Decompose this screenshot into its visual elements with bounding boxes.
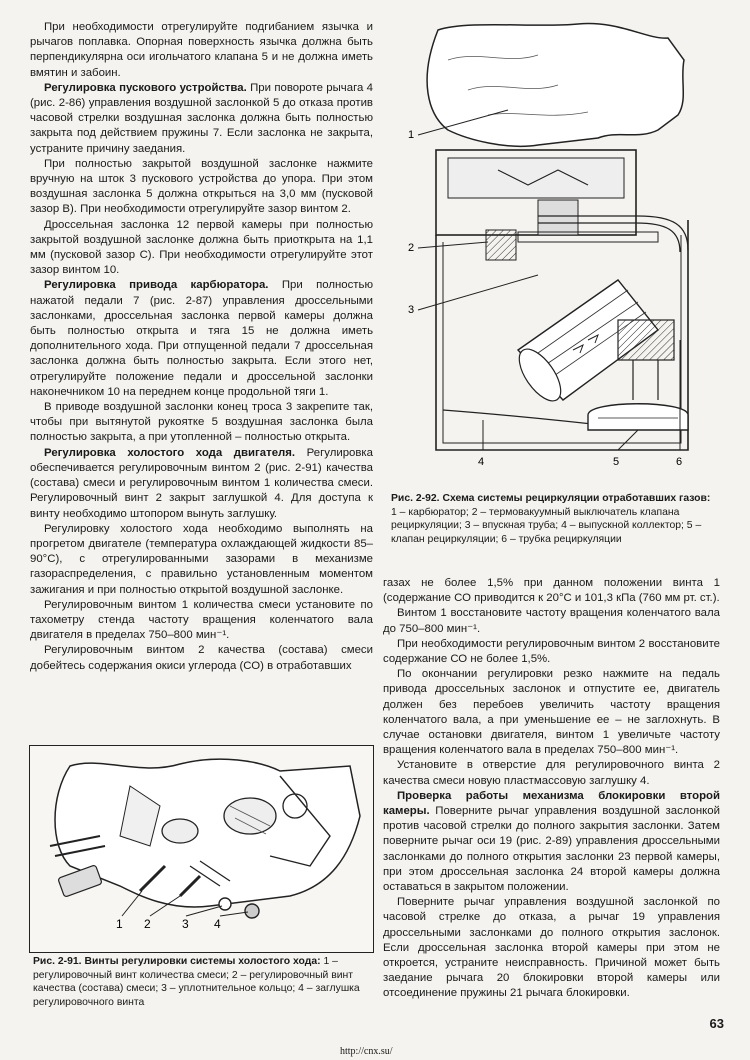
figure-92-caption: Рис. 2-92. Схема системы рециркуляции отработавших газов: 1 – карбюратор; 2 – термовакуумный выключатель клапана рециркуляции; 3 – впускная труба; 4 – выпускной коллектор; 5 – клапан рециркуляции; 6 – трубка рециркуляции <box>391 493 711 545</box>
figure-label: 4 <box>478 456 485 468</box>
paragraph: Винтом 1 восстановите частоту вращения коленчатого вала до 750–800 мин⁻¹. <box>383 607 720 635</box>
paragraph: Установите в отверстие для регулировочного винта 2 качества смеси новую пластмассовую заглушку 4. <box>383 759 720 787</box>
right-column <box>383 576 720 1002</box>
idle-screws-drawing <box>30 746 373 952</box>
paragraph: При необходимости отрегулируйте подгибанием язычка и рычагов поплавка. Опорная поверхность язычка должна быть перпендикулярна оси игольчатого клапана 5 и не должна иметь вмятин и забоин. <box>30 21 373 79</box>
figure-label: 1 <box>116 917 123 931</box>
paragraph: При полностью закрытой воздушной заслонке нажмите вручную на шток 3 пускового устройства до упора. При этом воздушная заслонка 5 должна открыться на 3,0 мм (пусковой зазор В). При необходимости отрегулируйте зазор винтом 2. <box>30 157 373 216</box>
figure-label: 4 <box>214 917 221 931</box>
left-column <box>30 20 373 674</box>
egr-schematic-drawing <box>388 20 716 488</box>
paragraph: По окончании регулировки резко нажмите на педаль привода дроссельных заслонок и отпустите ее, двигатель должен без перебоев увеличить частоту вращения коленчатого вала, а при уменьшение ее – не заглохнуть. В случае остановки двигателя, винтом 1 увеличьте частоту вращения коленчатого вала в пределах 750–800 мин⁻¹. <box>383 668 720 757</box>
paragraph: Дроссельная заслонка 12 первой камеры при полностью закрытой воздушной заслонке должна быть приоткрыта на 1,1 мм (пусковой зазор С). При необходимости отрегулируйте этот зазор винтом 10. <box>30 218 373 277</box>
figure-idle-screws <box>29 745 374 953</box>
paragraph: Поверните рычаг управления воздушной заслонкой по часовой стрелке до отказа, а рычаг 19 управления дроссельными заслонками до полного открытия заслонок. Если дроссельная заслонка второй камеры при этом не откроется, устраните неисправность. Причиной может быть заедание рычага 20 блокировки второй камеры или отсоединение пружины 21 рычага блокировки. <box>383 896 720 1000</box>
figure-label: 3 <box>182 917 189 931</box>
figure-label: 5 <box>613 456 620 468</box>
paragraph: Регулировку холостого хода необходимо выполнять на прогретом двигателе (температура охлаждающей жидкости 85–90°С), с отрегулированными зазорами в механизме газораспределения, с правильно установленным моментом зажигания и при полностью открытой воздушной заслонке. <box>30 522 373 596</box>
paragraph: Регулировка пускового устройства. При повороте рычага 4 (рис. 2-86) управления воздушной заслонкой 5 до отказа против часовой стрелки воздушная заслонка должна быть полностью закрыта под действием пружины 7. Если заслонка не закрыта, устраните причину заедания. <box>30 81 373 155</box>
section-heading: Регулировка привода карбюратора. <box>44 279 269 292</box>
paragraph: Регулировочным винтом 2 качества (состава) смеси добейтесь содержания окиси углерода (СО) в отработавших <box>30 644 373 672</box>
paragraph: газах не более 1,5% при данном положении винта 1 (содержание СО приводится к 20°С и 101,3 кПа (760 мм рт. ст.). <box>383 577 720 605</box>
section-heading: Проверка работы механизма блокировки второй камеры. <box>383 789 720 818</box>
paragraph: В приводе воздушной заслонки конец троса 3 закрепите так, чтобы при вытянутой рукоятке 5 воздушная заслонка была полностью закрыта, а при утопленной – полностью открыта. <box>30 401 373 444</box>
footer-url: http://cnx.su/ <box>340 1046 393 1057</box>
figure-label: 6 <box>676 456 683 468</box>
figure-label: 3 <box>408 304 415 316</box>
caption-heading: Рис. 2-92. Схема системы рециркуляции отработавших газов: <box>391 493 711 504</box>
paragraph: Регулировка холостого хода двигателя. Регулировка обеспечивается регулировочным винтом 2 (рис. 2-91) качества (состава) смеси и регулировочным винтом 1 количества смеси. Регулировочный винт 2 закрыт заглушкой 4. Для доступа к винту необходимо штопором вынуть заглушку. <box>30 446 373 520</box>
paragraph: Проверка работы механизма блокировки второй камеры. Поверните рычаг управления воздушной заслонкой против часовой стрелки до полного закрытия заслонки. Затем поверните рычаг оси 19 (рис. 2-89) управления дроссельными заслонками до полного открытия заслонки 23 первой камеры, при этом дроссельная заслонка 24 второй камеры должна оставаться в закрытом положении. <box>383 789 720 894</box>
paragraph: Регулировка привода карбюратора. При полностью нажатой педали 7 (рис. 2-87) управления дроссельными заслонками, дроссельная заслонка первой камеры должна быть полностью открыта и тяга 15 не должна иметь дополнительного хода. При отпущенной педали 7 дроссельная заслонка должна быть полностью закрыта. Если этого нет, отрегулируйте положение педали и дроссельной заслонки наконечником 10 на переднем конце продольной тяги 1. <box>30 279 373 398</box>
section-heading: Регулировка холостого хода двигателя. <box>44 446 296 459</box>
figure-label: 1 <box>408 129 415 141</box>
page-number: 63 <box>709 1016 724 1031</box>
figure-label: 2 <box>144 917 151 931</box>
section-heading: Регулировка пускового устройства. <box>44 81 247 94</box>
figure-egr-schematic <box>388 20 716 488</box>
figure-label: 2 <box>408 242 415 254</box>
figure-91-caption: Рис. 2-91. Винты регулировки системы холостого хода: 1 – регулировочный винт количества смеси; 2 – регулировочный винт качества (состава) смеси; 3 – уплотнительное кольцо; 4 – заглушка регулировочного винта <box>33 956 360 1008</box>
caption-heading: Рис. 2-91. Винты регулировки системы холостого хода: <box>33 956 321 967</box>
paragraph: При необходимости регулировочным винтом 2 восстановите содержание СО не более 1,5%. <box>383 637 720 666</box>
paragraph: Регулировочным винтом 1 количества смеси установите по тахометру стенда частоту вращения коленчатого вала двигателя в пределах 750–800 мин⁻¹. <box>30 598 373 642</box>
